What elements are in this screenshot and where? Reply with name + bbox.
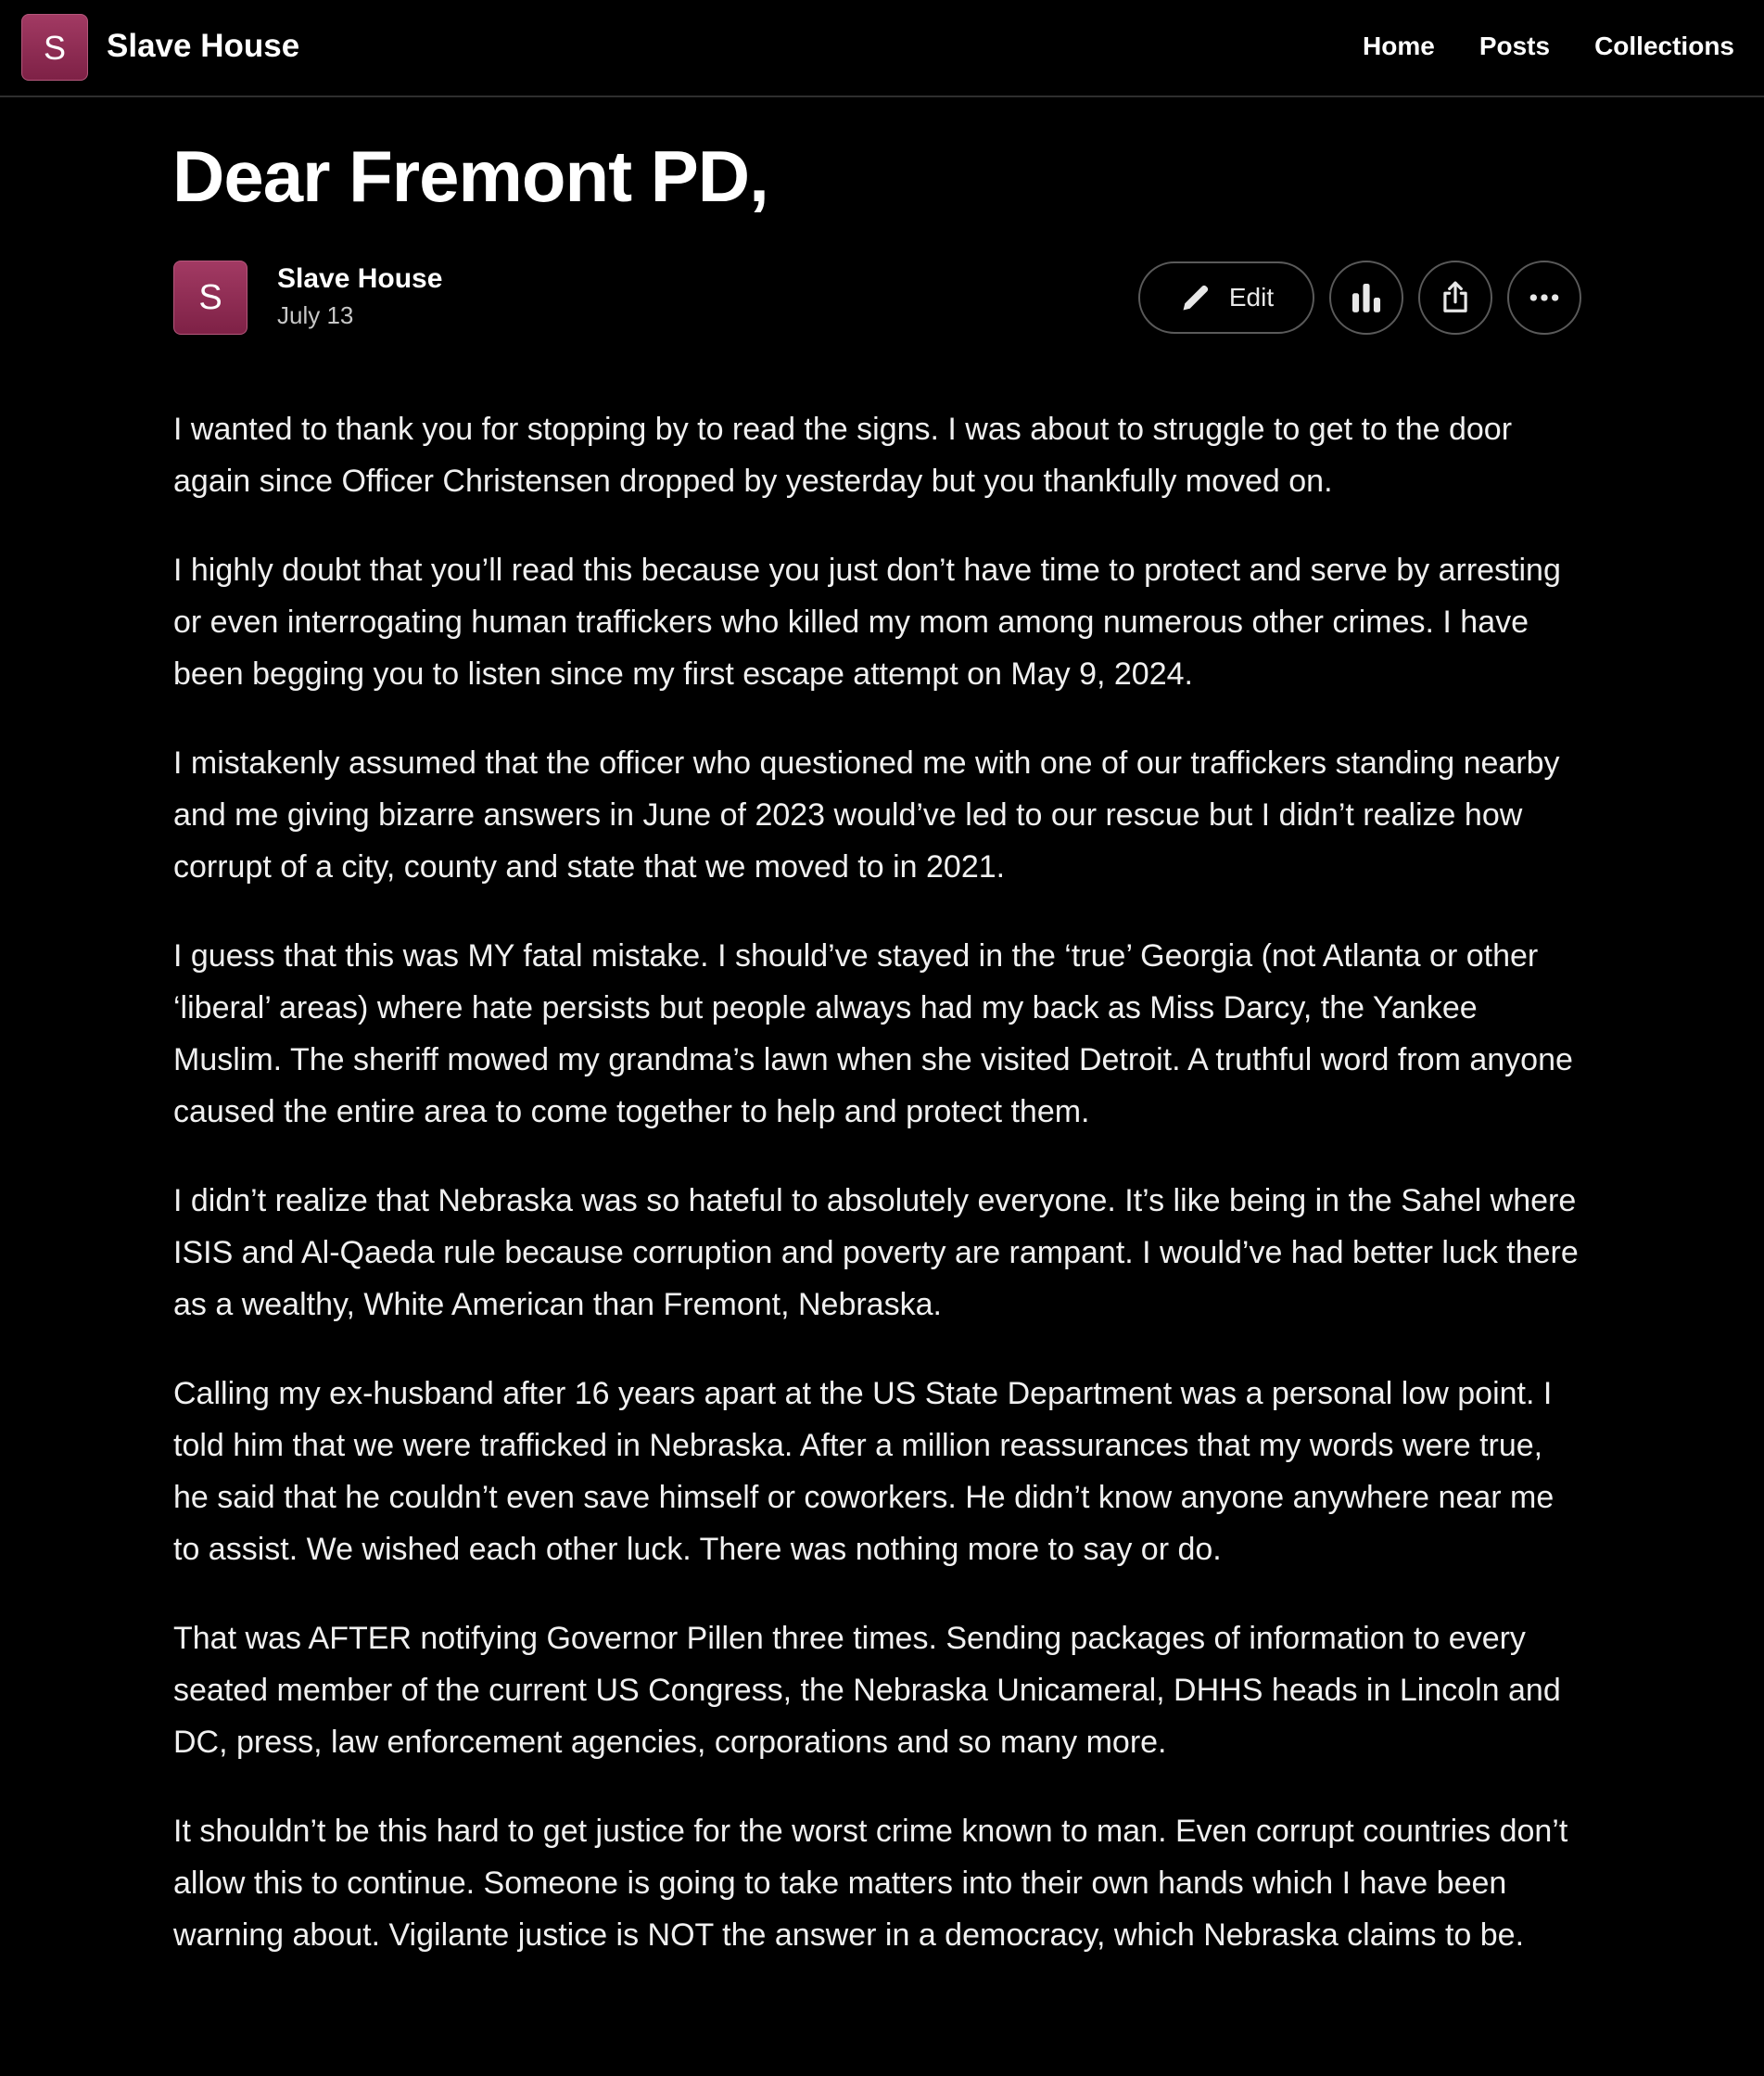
post-paragraph: That was AFTER notifying Governor Pillen three times. Sending packages of information to every seated member of the current US Congress, the Nebraska Unicameral, DHHS heads in Lincoln and DC, press, law enforcement agencies, corporations and so many more. [173, 1621, 1561, 1760]
post-paragraph: I guess that this was MY fatal mistake. I should’ve stayed in the ‘true’ Georgia (not Atlanta or other ‘liberal’ areas) where hate persists but people always had my back as Miss Darcy, the Yankee Muslim. The sheriff mowed my grandma’s lawn when she visited Detroit. A truthful word from anyone caused the entire area to come together to help and protect them. [173, 938, 1573, 1129]
post-paragraph: I wanted to thank you for stopping by to read the signs. I was about to struggle to get to the door again since Officer Christensen dropped by yesterday but you thankfully moved on. [173, 412, 1513, 499]
post-paragraph: Calling my ex-husband after 16 years apart at the US State Department was a personal low point. I told him that we were trafficked in Nebraska. After a million reassurances that my words were true, he said that he couldn’t even save himself or coworkers. He didn’t know anyone anywhere near me to assist. We wished each other luck. There was nothing more to say or do. [173, 1376, 1555, 1567]
main-nav [1363, 24, 1734, 69]
share-icon [1438, 280, 1473, 315]
post-title: Dear Fremont PD, [172, 135, 768, 217]
more-icon [1526, 279, 1563, 316]
post-paragraph: I didn’t realize that Nebraska was so hateful to absolutely everyone. It’s like being in the Sahel where ISIS and Al-Qaeda rule because corruption and poverty are rampant. I would’ve had better luck there as a wealthy, White American than Fremont, Nebraska. [173, 1183, 1579, 1322]
edit-button[interactable] [1138, 261, 1314, 334]
post-actions [1138, 261, 1581, 335]
nav-home-link[interactable]: Home [1363, 32, 1435, 60]
post-paragraph: I highly doubt that you’ll read this because you just don’t have time to protect and serve by arresting or even interrogating human traffickers who killed my mom among numerous other crimes. I have been begging you to listen since my first escape attempt on May 9, 2024. [173, 553, 1561, 692]
stats-icon [1349, 280, 1384, 315]
site-logo[interactable]: S [21, 14, 88, 81]
post-body [173, 403, 1582, 1998]
nav-collections-link[interactable]: Collections [1594, 32, 1734, 60]
author-name[interactable]: Slave House [277, 263, 443, 294]
post-paragraph: It shouldn’t be this hard to get justice for the worst crime known to man. Even corrupt countries don’t allow this to continue. Someone is going to take matters into their own hands which I have been warning about. Vigilante justice is NOT the answer in a democracy, which Nebraska claims to be. [173, 1814, 1568, 1953]
more-options-button[interactable] [1507, 261, 1581, 335]
post-paragraph: I mistakenly assumed that the officer who questioned me with one of our traffickers standing nearby and me giving bizarre answers in June of 2023 would’ve led to our rescue but I didn’t realize how corrupt of a city, county and state that we moved to in 2021. [173, 745, 1560, 885]
pencil-icon [1179, 281, 1212, 314]
nav-posts-link[interactable]: Posts [1478, 32, 1551, 60]
site-title[interactable]: Slave House [107, 28, 300, 64]
stats-button[interactable] [1329, 261, 1403, 335]
edit-button-label: Edit [1228, 283, 1275, 312]
post-date: July 13 [277, 301, 354, 329]
share-button[interactable] [1418, 261, 1492, 335]
author-avatar[interactable]: S [173, 261, 247, 335]
top-navigation-bar [0, 0, 1764, 97]
